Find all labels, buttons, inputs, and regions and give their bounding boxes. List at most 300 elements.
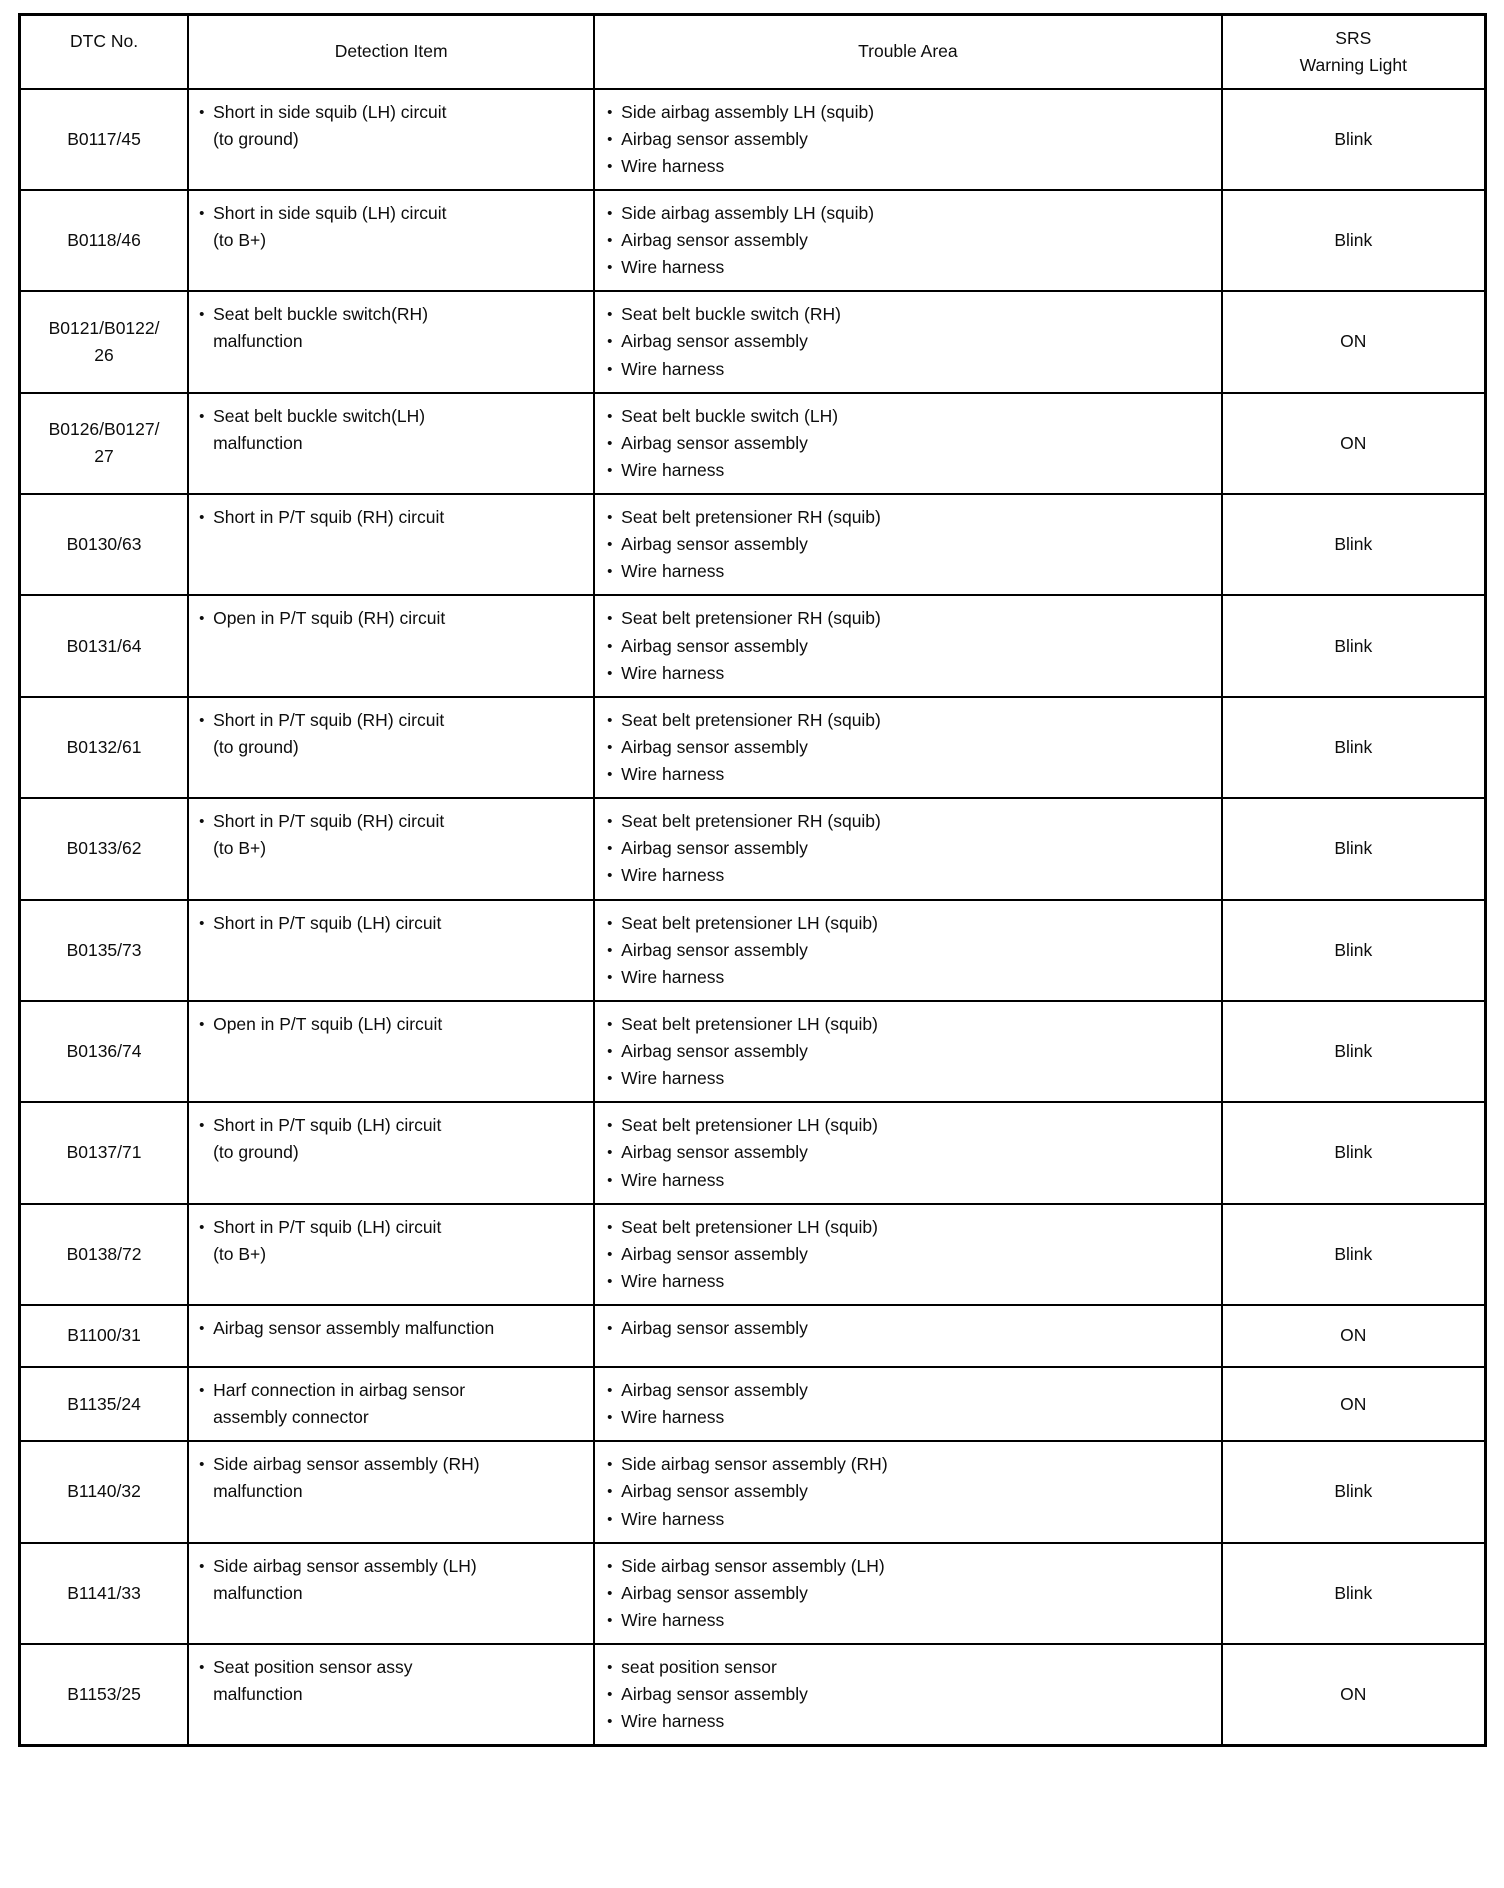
trouble-line	[607, 301, 1212, 328]
bullet-icon: •	[607, 1557, 613, 1575]
warning-light-cell: Blink	[1222, 1543, 1486, 1644]
warning-light-cell: Blink	[1222, 697, 1486, 798]
bullet-icon: •	[607, 563, 613, 581]
trouble-text: seat position sensor	[621, 1657, 777, 1677]
trouble-line	[607, 1553, 1212, 1580]
table-row	[20, 1441, 1486, 1542]
table-row	[20, 1204, 1486, 1305]
bullet-icon: •	[607, 914, 613, 932]
trouble-text: Seat belt pretensioner RH (squib)	[621, 811, 881, 832]
table-row	[20, 1001, 1486, 1102]
dtc-code: B1141/33	[67, 1582, 141, 1603]
detection-text: Side airbag sensor assembly (LH)	[213, 1555, 477, 1576]
warning-light-cell: ON	[1222, 291, 1486, 392]
trouble-line	[607, 1708, 1212, 1735]
dtc-cell	[20, 1001, 189, 1102]
bullet-icon: •	[607, 130, 613, 148]
trouble-text: Side airbag sensor assembly (RH)	[621, 1454, 888, 1475]
detection-text: malfunction	[213, 331, 303, 352]
trouble-text: Wire harness	[621, 1068, 725, 1089]
warning-light-cell: Blink	[1222, 190, 1486, 291]
bullet-icon: •	[607, 1584, 613, 1602]
trouble-text: Airbag sensor assembly	[621, 534, 808, 555]
trouble-cell	[594, 291, 1221, 392]
trouble-text: Airbag sensor assembly	[621, 939, 808, 960]
detection-text: Short in P/T squib (LH) circuit	[213, 912, 442, 933]
bullet-icon: •	[199, 813, 205, 831]
bullet-icon: •	[607, 610, 613, 628]
bullet-icon: •	[607, 1144, 613, 1162]
table-row	[20, 697, 1486, 798]
trouble-text: Wire harness	[621, 966, 725, 987]
table-row	[20, 190, 1486, 291]
bullet-icon: •	[607, 333, 613, 351]
detection-text: (to B+)	[213, 1243, 267, 1264]
detection-cell	[188, 595, 594, 696]
trouble-text: Wire harness	[621, 561, 725, 582]
trouble-text: Airbag sensor assembly	[621, 1243, 808, 1264]
detection-text: Short in P/T squib (LH) circuit	[213, 1115, 442, 1136]
detection-text: Open in P/T squib (RH) circuit	[213, 608, 446, 629]
dtc-code: B0136/74	[66, 1041, 142, 1061]
trouble-text: Airbag sensor assembly	[621, 1318, 808, 1338]
dtc-cell	[20, 393, 189, 494]
trouble-line	[607, 605, 1212, 632]
trouble-text: Airbag sensor assembly	[621, 838, 808, 859]
detection-cell	[188, 1367, 594, 1441]
detection-text: Short in P/T squib (LH) circuit	[213, 1216, 442, 1237]
warning-light-cell: ON	[1222, 1644, 1486, 1746]
trouble-line	[607, 504, 1212, 531]
trouble-cell	[594, 1367, 1221, 1441]
detection-cell	[188, 798, 594, 899]
detection-line	[199, 1377, 585, 1404]
table-row	[20, 798, 1486, 899]
detection-line	[199, 200, 585, 227]
bullet-icon: •	[607, 461, 613, 479]
bullet-icon: •	[199, 1557, 205, 1575]
bullet-icon: •	[199, 1218, 205, 1236]
dtc-cell	[20, 89, 189, 190]
detection-text: (to B+)	[213, 230, 267, 250]
bullet-icon: •	[607, 1510, 613, 1528]
bullet-icon: •	[607, 232, 613, 249]
trouble-text: Seat belt pretensioner RH (squib)	[621, 608, 881, 629]
bullet-icon: •	[607, 509, 613, 526]
dtc-cell	[20, 697, 189, 798]
detection-line	[199, 1681, 585, 1708]
trouble-line	[607, 531, 1212, 558]
detection-text: (to ground)	[213, 1142, 299, 1163]
trouble-cell	[594, 1441, 1221, 1542]
trouble-line	[607, 1139, 1212, 1166]
dtc-cell	[20, 1102, 189, 1203]
detection-line	[199, 910, 585, 937]
bullet-icon: •	[607, 840, 613, 858]
bullet-icon: •	[199, 711, 205, 729]
trouble-cell	[594, 494, 1221, 595]
detection-text: Short in side squib (LH) circuit	[213, 202, 447, 223]
trouble-text: Seat belt pretensioner RH (squib)	[621, 709, 881, 730]
bullet-icon: •	[607, 1043, 613, 1060]
header-dtc-no: DTC No.	[20, 15, 189, 89]
trouble-cell	[594, 798, 1221, 899]
dtc-code: 26	[94, 344, 114, 365]
table-row	[20, 89, 1486, 190]
table-row	[20, 1305, 1486, 1367]
trouble-text: Wire harness	[621, 459, 725, 480]
bullet-icon: •	[607, 103, 613, 121]
detection-line	[199, 430, 585, 457]
bullet-icon: •	[607, 1117, 613, 1135]
bullet-icon: •	[607, 204, 613, 222]
dtc-code: B0121/B0122/	[48, 317, 160, 338]
trouble-line	[607, 1167, 1212, 1194]
trouble-line	[607, 707, 1212, 734]
trouble-cell	[594, 1644, 1221, 1746]
trouble-line	[607, 1214, 1212, 1241]
detection-cell	[188, 1204, 594, 1305]
trouble-text: Seat belt pretensioner LH (squib)	[621, 912, 878, 933]
trouble-cell	[594, 190, 1221, 291]
detection-line	[199, 605, 585, 632]
trouble-text: Side airbag assembly LH (squib)	[621, 202, 875, 223]
detection-cell	[188, 1305, 594, 1367]
bullet-icon: •	[607, 259, 613, 277]
table-row	[20, 1102, 1486, 1203]
detection-cell	[188, 89, 594, 190]
detection-line	[199, 328, 585, 355]
table-row	[20, 1543, 1486, 1644]
detection-cell	[188, 190, 594, 291]
dtc-code: B0126/B0127/	[48, 419, 160, 440]
detection-text: Short in P/T squib (RH) circuit	[213, 709, 445, 730]
trouble-line	[607, 761, 1212, 788]
detection-cell	[188, 697, 594, 798]
trouble-line	[607, 1506, 1212, 1533]
detection-text: Seat belt buckle switch(RH)	[213, 304, 429, 325]
detection-line	[199, 1580, 585, 1607]
detection-text: Short in P/T squib (RH) circuit	[213, 507, 445, 527]
detection-cell	[188, 900, 594, 1001]
trouble-text: Seat belt buckle switch (RH)	[621, 304, 841, 325]
trouble-text: Seat belt pretensioner LH (squib)	[621, 1115, 878, 1136]
bullet-icon: •	[199, 103, 205, 121]
detection-line	[199, 707, 585, 734]
detection-text: Airbag sensor assembly malfunction	[213, 1318, 495, 1338]
bullet-icon: •	[607, 867, 613, 885]
trouble-line	[607, 1112, 1212, 1139]
dtc-code: B0138/72	[66, 1243, 142, 1264]
table-row	[20, 595, 1486, 696]
trouble-line	[607, 734, 1212, 761]
warning-light-cell: Blink	[1222, 595, 1486, 696]
bullet-icon: •	[607, 813, 613, 831]
trouble-line	[607, 1451, 1212, 1478]
warning-light-cell: Blink	[1222, 494, 1486, 595]
bullet-icon: •	[199, 1382, 205, 1399]
detection-cell	[188, 393, 594, 494]
trouble-text: Airbag sensor assembly	[621, 1481, 808, 1502]
trouble-text: Airbag sensor assembly	[621, 331, 808, 352]
detection-cell	[188, 1001, 594, 1102]
bullet-icon: •	[607, 637, 613, 655]
detection-cell	[188, 1102, 594, 1203]
trouble-text: Airbag sensor assembly	[621, 736, 808, 757]
trouble-text: Airbag sensor assembly	[621, 432, 808, 453]
bullet-icon: •	[607, 306, 613, 324]
trouble-line	[607, 430, 1212, 457]
dtc-code: 27	[94, 446, 114, 467]
trouble-text: Wire harness	[621, 1407, 725, 1428]
trouble-cell	[594, 89, 1221, 190]
detection-line	[199, 301, 585, 328]
bullet-icon: •	[607, 1320, 613, 1337]
dtc-code: B1100/31	[67, 1325, 141, 1346]
table-row	[20, 393, 1486, 494]
bullet-icon: •	[607, 1015, 613, 1033]
trouble-text: Wire harness	[621, 1169, 725, 1190]
bullet-icon: •	[199, 1320, 205, 1337]
trouble-line	[607, 1268, 1212, 1295]
warning-light-cell: Blink	[1222, 89, 1486, 190]
trouble-line	[607, 1681, 1212, 1708]
header-row	[20, 15, 1486, 89]
detection-text: Seat position sensor assy	[213, 1657, 413, 1677]
bullet-icon: •	[607, 1456, 613, 1474]
trouble-line	[607, 1404, 1212, 1431]
trouble-text: Airbag sensor assembly	[621, 1582, 808, 1603]
trouble-line	[607, 457, 1212, 484]
bullet-icon: •	[607, 157, 613, 175]
detection-text: Harf connection in airbag sensor	[213, 1380, 466, 1400]
bullet-icon: •	[199, 1659, 205, 1676]
trouble-line	[607, 1478, 1212, 1505]
trouble-line	[607, 1038, 1212, 1065]
dtc-code: B1153/25	[67, 1684, 141, 1705]
trouble-cell	[594, 1204, 1221, 1305]
bullet-icon: •	[607, 1659, 613, 1676]
detection-text: Open in P/T squib (LH) circuit	[213, 1013, 443, 1034]
detection-cell	[188, 291, 594, 392]
detection-text: Short in side squib (LH) circuit	[213, 101, 447, 122]
bullet-icon: •	[607, 711, 613, 729]
detection-line	[199, 403, 585, 430]
bullet-icon: •	[607, 1245, 613, 1263]
trouble-text: Airbag sensor assembly	[621, 1684, 808, 1705]
trouble-line	[607, 964, 1212, 991]
trouble-line	[607, 356, 1212, 383]
detection-line	[199, 1011, 585, 1038]
trouble-line	[607, 227, 1212, 254]
dtc-code: B0135/73	[66, 939, 142, 960]
trouble-cell	[594, 697, 1221, 798]
dtc-cell	[20, 798, 189, 899]
bullet-icon: •	[607, 1218, 613, 1236]
bullet-icon: •	[607, 738, 613, 756]
header-detection-item: Detection Item	[188, 15, 594, 89]
trouble-cell	[594, 1102, 1221, 1203]
bullet-icon: •	[607, 1686, 613, 1704]
trouble-line	[607, 1011, 1212, 1038]
trouble-text: Wire harness	[621, 764, 725, 784]
dtc-code: B0133/62	[66, 838, 142, 859]
dtc-code: B0137/71	[66, 1142, 142, 1163]
detection-line	[199, 1241, 585, 1268]
detection-line	[199, 808, 585, 835]
bullet-icon: •	[199, 1456, 205, 1474]
header-srs-warning-light	[1222, 15, 1486, 89]
trouble-text: Seat belt buckle switch (LH)	[621, 405, 839, 426]
trouble-line	[607, 1315, 1212, 1342]
trouble-line	[607, 660, 1212, 687]
detection-line	[199, 1654, 585, 1681]
detection-cell	[188, 1644, 594, 1746]
dtc-cell	[20, 291, 189, 392]
trouble-text: Wire harness	[621, 257, 725, 278]
dtc-cell	[20, 1441, 189, 1542]
warning-light-cell: Blink	[1222, 1441, 1486, 1542]
trouble-text: Seat belt pretensioner LH (squib)	[621, 1216, 878, 1237]
bullet-icon: •	[199, 610, 205, 628]
bullet-icon: •	[607, 1611, 613, 1629]
trouble-cell	[594, 1305, 1221, 1367]
table-row	[20, 494, 1486, 595]
detection-line	[199, 99, 585, 126]
bullet-icon: •	[607, 434, 613, 452]
dtc-cell	[20, 1204, 189, 1305]
bullet-icon: •	[607, 941, 613, 959]
trouble-text: Airbag sensor assembly	[621, 1142, 808, 1163]
bullet-icon: •	[607, 1272, 613, 1290]
table-row	[20, 1367, 1486, 1441]
detection-line	[199, 734, 585, 761]
header-trouble-area: Trouble Area	[594, 15, 1221, 89]
trouble-line	[607, 835, 1212, 862]
trouble-text: Wire harness	[621, 1711, 725, 1732]
table-row	[20, 900, 1486, 1001]
trouble-text: Airbag sensor assembly	[621, 1380, 808, 1400]
warning-light-cell: Blink	[1222, 1102, 1486, 1203]
detection-cell	[188, 1441, 594, 1542]
detection-line	[199, 1404, 585, 1431]
trouble-text: Wire harness	[621, 865, 725, 886]
detection-text: (to ground)	[213, 128, 299, 149]
bullet-icon: •	[199, 204, 205, 222]
trouble-line	[607, 937, 1212, 964]
trouble-text: Wire harness	[621, 662, 725, 683]
trouble-line	[607, 126, 1212, 153]
trouble-text: Wire harness	[621, 1508, 725, 1529]
detection-text: malfunction	[213, 432, 303, 453]
trouble-cell	[594, 1001, 1221, 1102]
dtc-cell	[20, 900, 189, 1001]
bullet-icon: •	[607, 360, 613, 378]
bullet-icon: •	[607, 1171, 613, 1189]
bullet-icon: •	[607, 536, 613, 554]
bullet-icon: •	[607, 407, 613, 425]
detection-line	[199, 1112, 585, 1139]
bullet-icon: •	[607, 1382, 613, 1399]
bullet-icon: •	[199, 914, 205, 932]
trouble-line	[607, 558, 1212, 585]
dtc-cell	[20, 1367, 189, 1441]
warning-light-cell: Blink	[1222, 1204, 1486, 1305]
dtc-code: B0131/64	[66, 635, 142, 656]
detection-line	[199, 126, 585, 153]
trouble-text: Airbag sensor assembly	[621, 1041, 808, 1061]
dtc-cell	[20, 595, 189, 696]
detection-text: malfunction	[213, 1481, 303, 1502]
detection-text: assembly connector	[213, 1407, 369, 1428]
dtc-code: B0132/61	[66, 736, 142, 757]
detection-text: (to B+)	[213, 838, 267, 859]
bullet-icon: •	[199, 306, 205, 324]
detection-line	[199, 1139, 585, 1166]
bullet-icon: •	[199, 1117, 205, 1135]
detection-cell	[188, 1543, 594, 1644]
trouble-cell	[594, 1543, 1221, 1644]
trouble-line	[607, 403, 1212, 430]
trouble-line	[607, 153, 1212, 180]
trouble-text: Side airbag sensor assembly (LH)	[621, 1555, 885, 1576]
trouble-line	[607, 1377, 1212, 1404]
detection-text: Side airbag sensor assembly (RH)	[213, 1454, 480, 1475]
trouble-text: Wire harness	[621, 1270, 725, 1291]
detection-line	[199, 1478, 585, 1505]
trouble-line	[607, 328, 1212, 355]
trouble-text: Wire harness	[621, 1609, 725, 1630]
trouble-line	[607, 1607, 1212, 1634]
trouble-line	[607, 1580, 1212, 1607]
trouble-cell	[594, 900, 1221, 1001]
detection-text: Seat belt buckle switch(LH)	[213, 405, 426, 426]
trouble-line	[607, 254, 1212, 281]
dtc-code: B0118/46	[67, 230, 141, 250]
trouble-line	[607, 200, 1212, 227]
detection-line	[199, 1214, 585, 1241]
warning-light-cell: ON	[1222, 1305, 1486, 1367]
trouble-text: Airbag sensor assembly	[621, 635, 808, 656]
dtc-cell	[20, 1644, 189, 1746]
detection-line	[199, 504, 585, 531]
detection-line	[199, 1553, 585, 1580]
trouble-text: Seat belt pretensioner LH (squib)	[621, 1013, 878, 1034]
dtc-code: B1135/24	[67, 1393, 141, 1414]
detection-text: Short in P/T squib (RH) circuit	[213, 811, 445, 832]
trouble-line	[607, 862, 1212, 889]
warning-light-cell: Blink	[1222, 1001, 1486, 1102]
bullet-icon: •	[607, 766, 613, 783]
trouble-text: Airbag sensor assembly	[621, 230, 808, 250]
trouble-text: Airbag sensor assembly	[621, 128, 808, 149]
dtc-cell	[20, 1305, 189, 1367]
bullet-icon: •	[607, 1409, 613, 1427]
trouble-text: Side airbag assembly LH (squib)	[621, 101, 875, 122]
dtc-table	[18, 13, 1487, 1747]
table-row	[20, 1644, 1486, 1746]
warning-light-cell: Blink	[1222, 798, 1486, 899]
bullet-icon: •	[607, 968, 613, 986]
trouble-text: Wire harness	[621, 358, 725, 379]
trouble-line	[607, 633, 1212, 660]
dtc-cell	[20, 1543, 189, 1644]
warning-light-cell: ON	[1222, 393, 1486, 494]
dtc-code: B0117/45	[67, 128, 141, 149]
bullet-icon: •	[607, 1713, 613, 1731]
header-srs-line1: SRS	[1335, 27, 1372, 48]
trouble-line	[607, 99, 1212, 126]
